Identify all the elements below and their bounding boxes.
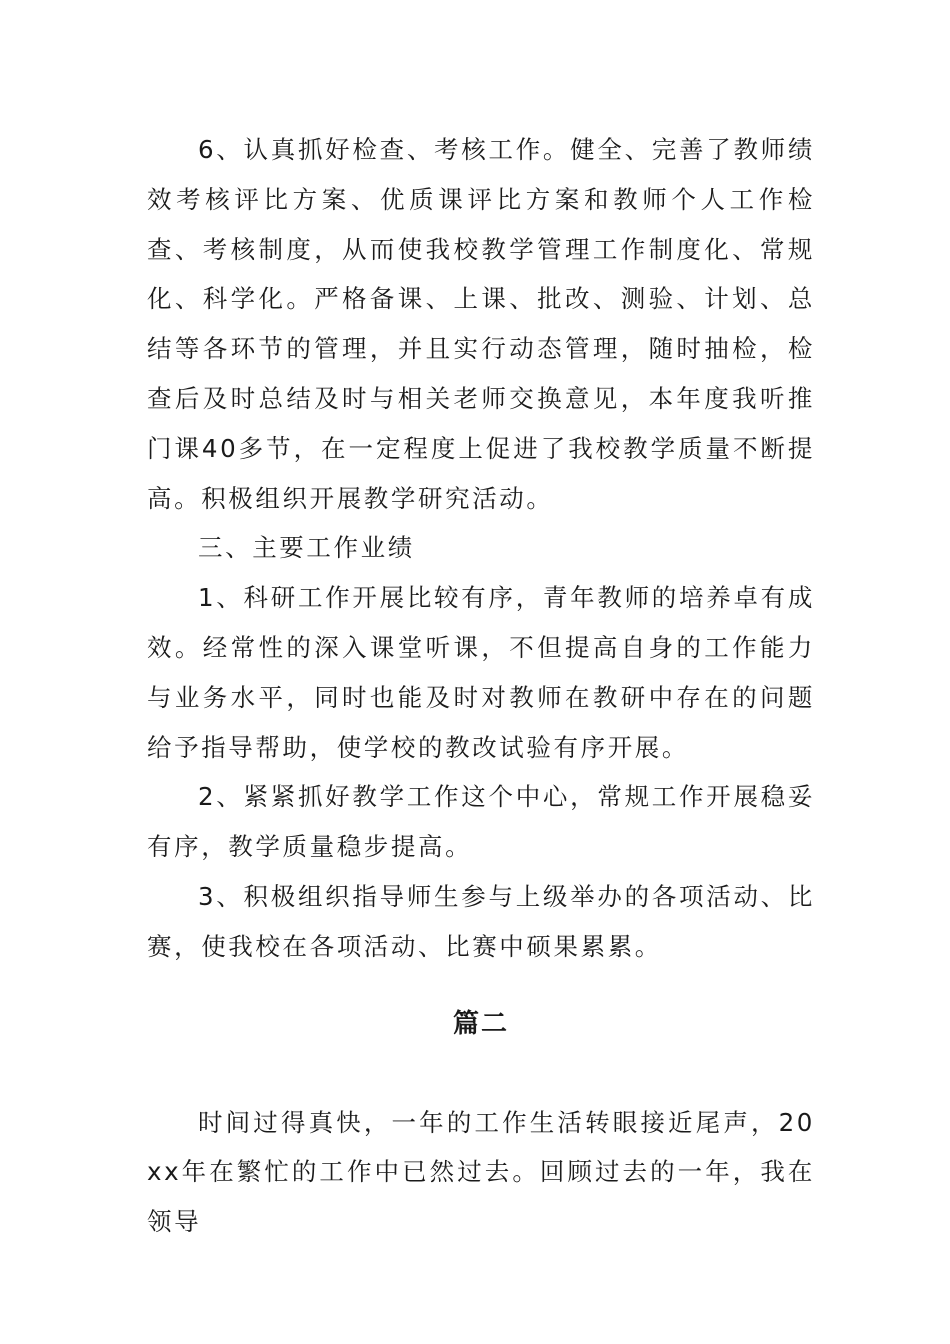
paragraph-inspection-assessment: 6、认真抓好检查、考核工作。健全、完善了教师绩效考核评比方案、优质课评比方案和教师个人工作检查、考核制度，从而使我校教学管理工作制度化、常规化、科学化。严格备课、上课、批改、测验、计划、总结等各环节的管理，并且实行动态管理，随时抽检，检查后及时总结及时与相关老师交换意见，本年度我听推门课40多节，在一定程度上促进了我校教学质量不断提高。积极组织开展教学研究活动。 bbox=[147, 135, 815, 513]
document-page bbox=[147, 125, 815, 1247]
paragraph-research-work: 1、科研工作开展比较有序，青年教师的培养卓有成效。经常性的深入课堂听课，不但提高自身的工作能力与业务水平，同时也能及时对教师在教研中存在的问题给予指导帮助，使学校的教改试验有序开展。 bbox=[147, 583, 815, 762]
paragraph-teaching-center: 2、紧紧抓好教学工作这个中心，常规工作开展稳妥有序，教学质量稳步提高。 bbox=[147, 782, 815, 862]
paragraph-year-review: 时间过得真快，一年的工作生活转眼接近尾声，20xx年在繁忙的工作中已然过去。回顾过去的一年，我在领导 bbox=[147, 1107, 815, 1237]
paragraph-competitions: 3、积极组织指导师生参与上级举办的各项活动、比赛，使我校在各项活动、比赛中硕果累累。 bbox=[147, 881, 815, 961]
section-heading: 篇二 bbox=[452, 1008, 509, 1039]
section-title-main-achievements: 三、主要工作业绩 bbox=[198, 533, 415, 563]
